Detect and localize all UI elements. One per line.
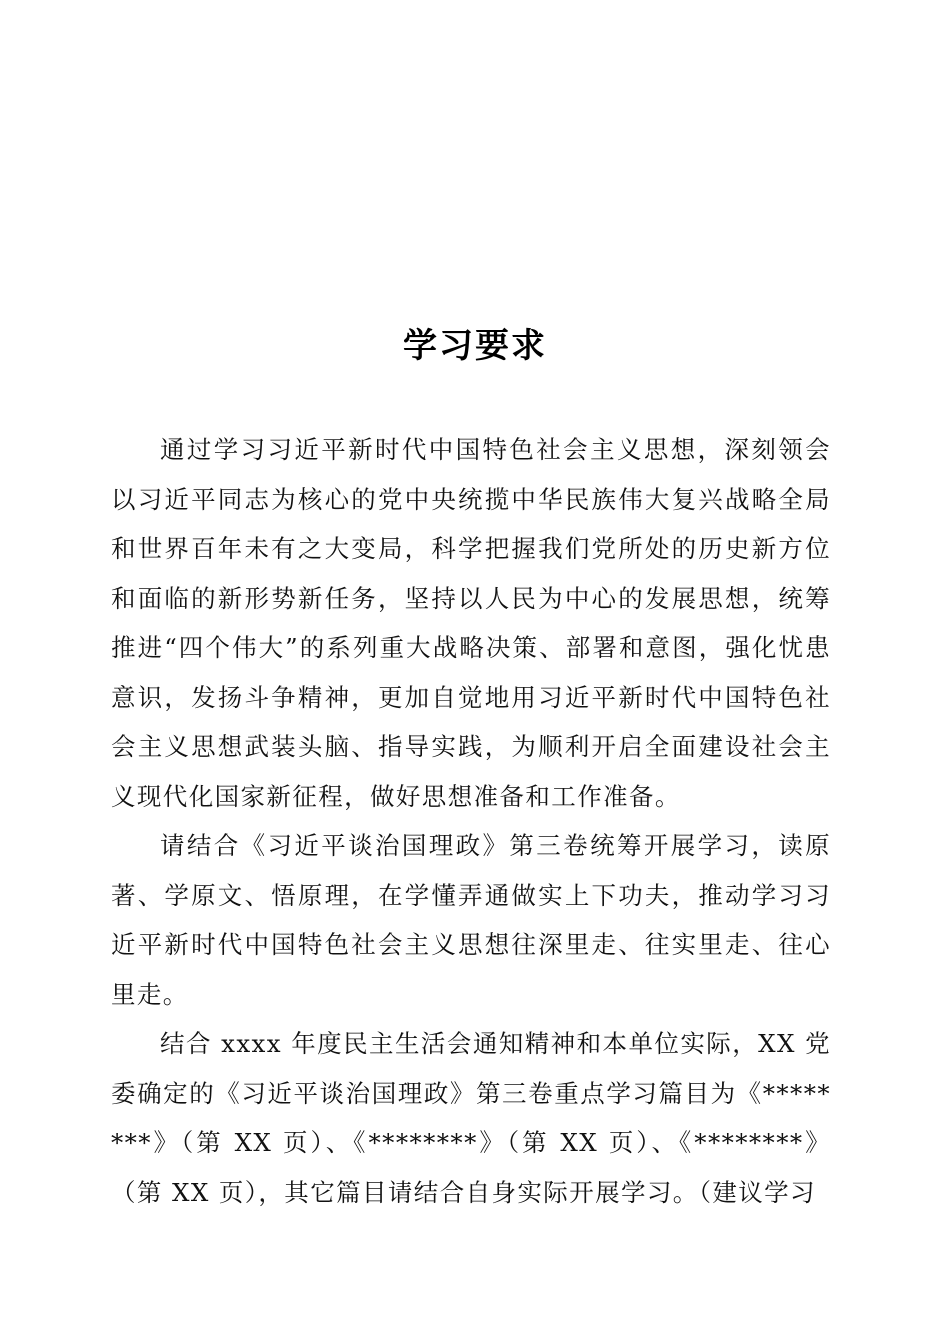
paragraph-study-method: 请结合《习近平谈治国理政》第三卷统筹开展学习，读原著、学原文、悟原理，在学懂弄通做实上下功夫，推动学习习近平新时代中国特色社会主义思想往深里走、往实里走、往心里走。: [111, 831, 831, 1009]
document-title: 学习要求: [403, 326, 547, 366]
paragraph-key-readings: 结合 xxxx 年度民主生活会通知精神和本单位实际，XX 党委确定的《习近平谈治国理政》第三卷重点学习篇目为《********》（第 XX 页）、《********》（第 XX 页）、《********》（第 XX 页），其它篇目请结合自身实际开展学习。（建议学习: [111, 1029, 831, 1207]
document-body: [111, 425, 831, 1217]
paragraph-study-goal: 通过学习习近平新时代中国特色社会主义思想，深刻领会以习近平同志为核心的党中央统揽中华民族伟大复兴战略全局和世界百年未有之大变局，科学把握我们党所处的历史新方位和面临的新形势新任务，坚持以人民为中心的发展思想，统筹推进“四个伟大”的系列重大战略决策、部署和意图，强化忧患意识，发扬斗争精神，更加自觉地用习近平新时代中国特色社会主义思想武装头脑、指导实践，为顺利开启全面建设社会主义现代化国家新征程，做好思想准备和工作准备。: [111, 435, 831, 811]
